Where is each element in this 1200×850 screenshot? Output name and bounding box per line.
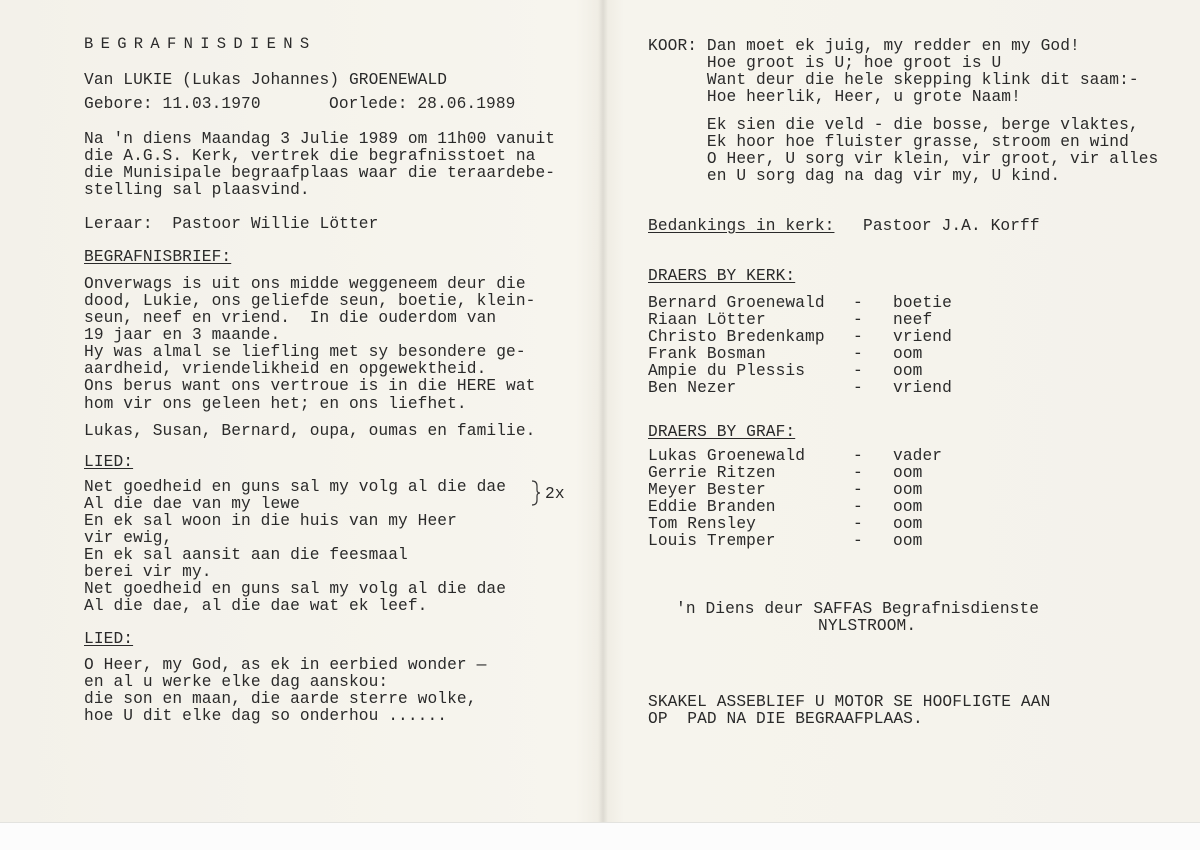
lyric-line: Al die dae van my lewe: [84, 495, 300, 513]
repeat-brace-icon: [530, 480, 542, 506]
verse-line: en U sorg dag na dag vir my, U kind.: [648, 167, 1061, 185]
intro-line: stelling sal plaasvind.: [84, 181, 310, 199]
bearer-dash: -: [853, 498, 863, 516]
bearer-relation: oom: [893, 515, 923, 533]
family-signature: Lukas, Susan, Bernard, oupa, oumas en familie.: [84, 422, 536, 440]
bearer-relation: vader: [893, 447, 943, 465]
bearer-relation: vriend: [893, 379, 952, 397]
bearer-name: Ampie du Plessis: [648, 362, 806, 380]
bearer-name: Gerrie Ritzen: [648, 464, 776, 482]
bearer-dash: -: [853, 515, 863, 533]
grave-bearers-heading: DRAERS BY GRAF:: [648, 423, 796, 441]
bearer-name: Tom Rensley: [648, 515, 756, 533]
bearer-name: Meyer Bester: [648, 481, 766, 499]
birth-date: Gebore: 11.03.1970: [84, 95, 261, 113]
letter-line: dood, Lukie, ons geliefde seun, boetie, klein-: [84, 292, 536, 310]
thanks-label: Bedankings in kerk:: [648, 217, 835, 235]
verse-line: O Heer, U sorg vir klein, vir groot, vir alles: [648, 150, 1159, 168]
church-bearers-heading: DRAERS BY KERK:: [648, 267, 796, 285]
deceased-name-line: Van LUKIE (Lukas Johannes) GROENEWALD: [84, 71, 448, 89]
lyric-line: vir ewig,: [84, 529, 173, 547]
intro-line: die A.G.S. Kerk, vertrek die begrafnisstoet na: [84, 147, 536, 165]
headlights-notice: SKAKEL ASSEBLIEF U MOTOR SE HOOFLIGTE AAN: [648, 693, 1051, 711]
bearer-name: Eddie Branden: [648, 498, 776, 516]
song2-heading: LIED:: [84, 630, 134, 648]
center-fold: [598, 0, 608, 822]
thanks-name: Pastoor J.A. Korff: [863, 217, 1040, 235]
bearer-relation: neef: [893, 311, 933, 329]
bearer-name: Frank Bosman: [648, 345, 766, 363]
letter-line: Onverwags is uit ons midde weggeneem deur die: [84, 275, 526, 293]
scan-margin: [0, 822, 1200, 850]
intro-line: Na 'n diens Maandag 3 Julie 1989 om 11h00 vanuit: [84, 130, 556, 148]
letter-line: Ons berus want ons vertroue is in die HERE wat: [84, 377, 536, 395]
letter-line: seun, neef en vriend. In die ouderdom van: [84, 309, 497, 327]
lyric-line: O Heer, my God, as ek in eerbied wonder —: [84, 656, 487, 674]
lyric-line: Net goedheid en guns sal my volg al die dae: [84, 478, 507, 496]
letter-line: aardheid, vriendelikheid en opgewektheid.: [84, 360, 487, 378]
bearer-name: Bernard Groenewald: [648, 294, 825, 312]
lyric-line: berei vir my.: [84, 563, 212, 581]
lyric-line: hoe U dit elke dag so onderhou ......: [84, 707, 448, 725]
bearer-dash: -: [853, 345, 863, 363]
lyric-line: die son en maan, die aarde sterre wolke,: [84, 690, 477, 708]
bearer-relation: oom: [893, 362, 923, 380]
bearer-dash: -: [853, 481, 863, 499]
repeat-mark: 2x: [545, 485, 565, 503]
bearer-dash: -: [853, 311, 863, 329]
minister-line: Leraar: Pastoor Willie Lötter: [84, 215, 379, 233]
lyric-line: En ek sal aansit aan die feesmaal: [84, 546, 408, 564]
bearer-relation: oom: [893, 532, 923, 550]
chorus-line: KOOR: Dan moet ek juig, my redder en my God!: [648, 37, 1080, 55]
song1-heading: LIED:: [84, 453, 134, 471]
bearer-name: Riaan Lötter: [648, 311, 766, 329]
bearer-relation: oom: [893, 345, 923, 363]
bearer-dash: -: [853, 294, 863, 312]
bearer-dash: -: [853, 447, 863, 465]
lyric-line: Al die dae, al die dae wat ek leef.: [84, 597, 428, 615]
bearer-name: Louis Tremper: [648, 532, 776, 550]
bearer-relation: boetie: [893, 294, 952, 312]
lyric-line: En ek sal woon in die huis van my Heer: [84, 512, 457, 530]
verse-line: Ek hoor hoe fluister grasse, stroom en wind: [648, 133, 1129, 151]
lyric-line: en al u werke elke dag aanskou:: [84, 673, 389, 691]
bearer-relation: oom: [893, 464, 923, 482]
bearer-dash: -: [853, 362, 863, 380]
lyric-line: Net goedheid en guns sal my volg al die dae: [84, 580, 507, 598]
letter-line: hom vir ons geleen het; en ons liefhet.: [84, 395, 467, 413]
intro-line: die Munisipale begraafplaas waar die teraardebe-: [84, 164, 556, 182]
bearer-relation: vriend: [893, 328, 952, 346]
death-date: Oorlede: 28.06.1989: [329, 95, 516, 113]
document-title: BEGRAFNISDIENS: [84, 35, 317, 53]
bearer-name: Lukas Groenewald: [648, 447, 806, 465]
bearer-dash: -: [853, 379, 863, 397]
chorus-line: Hoe heerlik, Heer, u grote Naam!: [648, 88, 1021, 106]
chorus-line: Want deur die hele skepping klink dit saam:-: [648, 71, 1139, 89]
chorus-line: Hoe groot is U; hoe groot is U: [648, 54, 1002, 72]
bearer-dash: -: [853, 532, 863, 550]
funeral-service-credit: 'n Diens deur SAFFAS Begrafnisdienste: [676, 600, 1040, 618]
letter-heading: BEGRAFNISBRIEF:: [84, 248, 232, 266]
bearer-name: Christo Bredenkamp: [648, 328, 825, 346]
bearer-name: Ben Nezer: [648, 379, 737, 397]
letter-line: 19 jaar en 3 maande.: [84, 326, 281, 344]
bearer-relation: oom: [893, 498, 923, 516]
verse-line: Ek sien die veld - die bosse, berge vlaktes,: [648, 116, 1139, 134]
letter-line: Hy was almal se liefling met sy besondere ge-: [84, 343, 526, 361]
bearer-relation: oom: [893, 481, 923, 499]
headlights-notice-line2: OP PAD NA DIE BEGRAAFPLAAS.: [648, 710, 923, 728]
funeral-service-town: NYLSTROOM.: [818, 617, 917, 635]
bearer-dash: -: [853, 328, 863, 346]
bearer-dash: -: [853, 464, 863, 482]
